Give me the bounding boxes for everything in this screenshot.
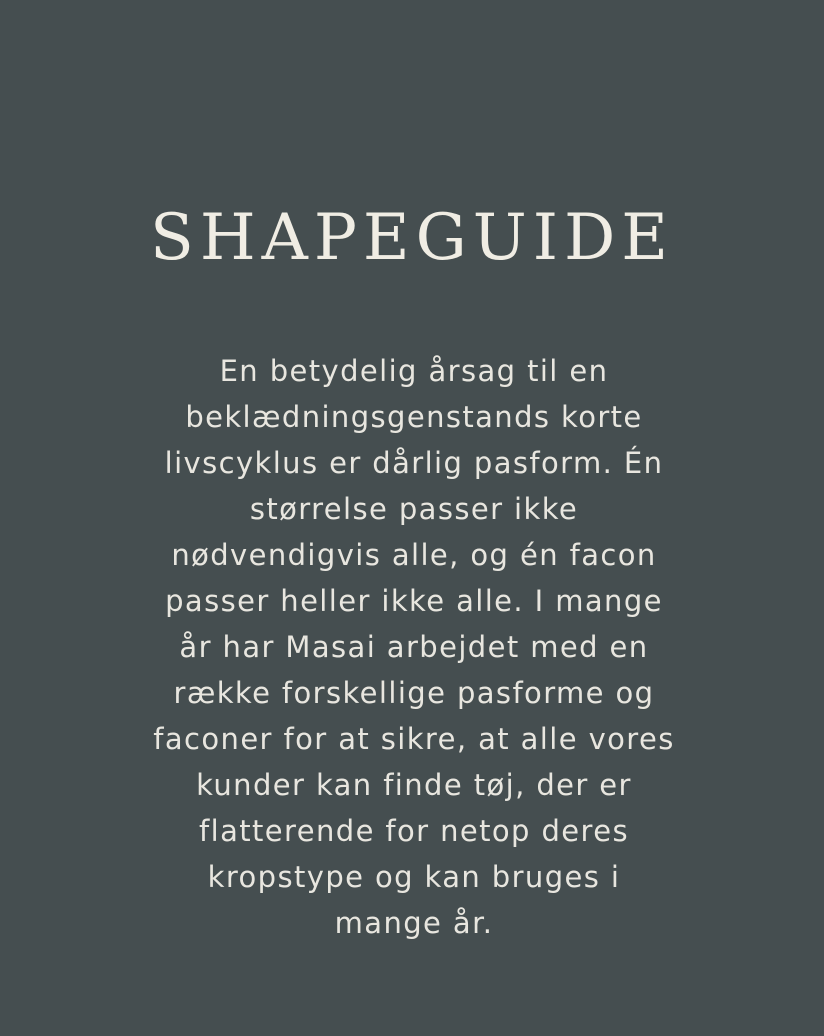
description-line: nødvendigvis alle, og én facon <box>171 538 657 572</box>
description-line: livscyklus er dårlig pasform. Én <box>164 446 664 480</box>
description-line: mange år. <box>334 906 494 940</box>
description-line: kunder kan finde tøj, der er <box>196 768 632 802</box>
description-line: størrelse passer ikke <box>249 492 579 526</box>
description-line: år har Masai arbejdet med en <box>179 630 649 664</box>
description-line: flatterende for netop deres <box>199 814 629 848</box>
section-description <box>118 348 710 946</box>
description-line: række forskellige pasforme og <box>173 676 655 710</box>
description-line: passer heller ikke alle. I mange <box>165 584 663 618</box>
description-line: kropstype og kan bruges i <box>207 860 621 894</box>
description-line: En betydelig årsag til en <box>219 354 609 388</box>
description-line: beklædningsgenstands korte <box>185 400 643 434</box>
section-title: SHAPEGUIDE <box>149 201 675 275</box>
description-line: faconer for at sikre, at alle vores <box>153 722 675 756</box>
